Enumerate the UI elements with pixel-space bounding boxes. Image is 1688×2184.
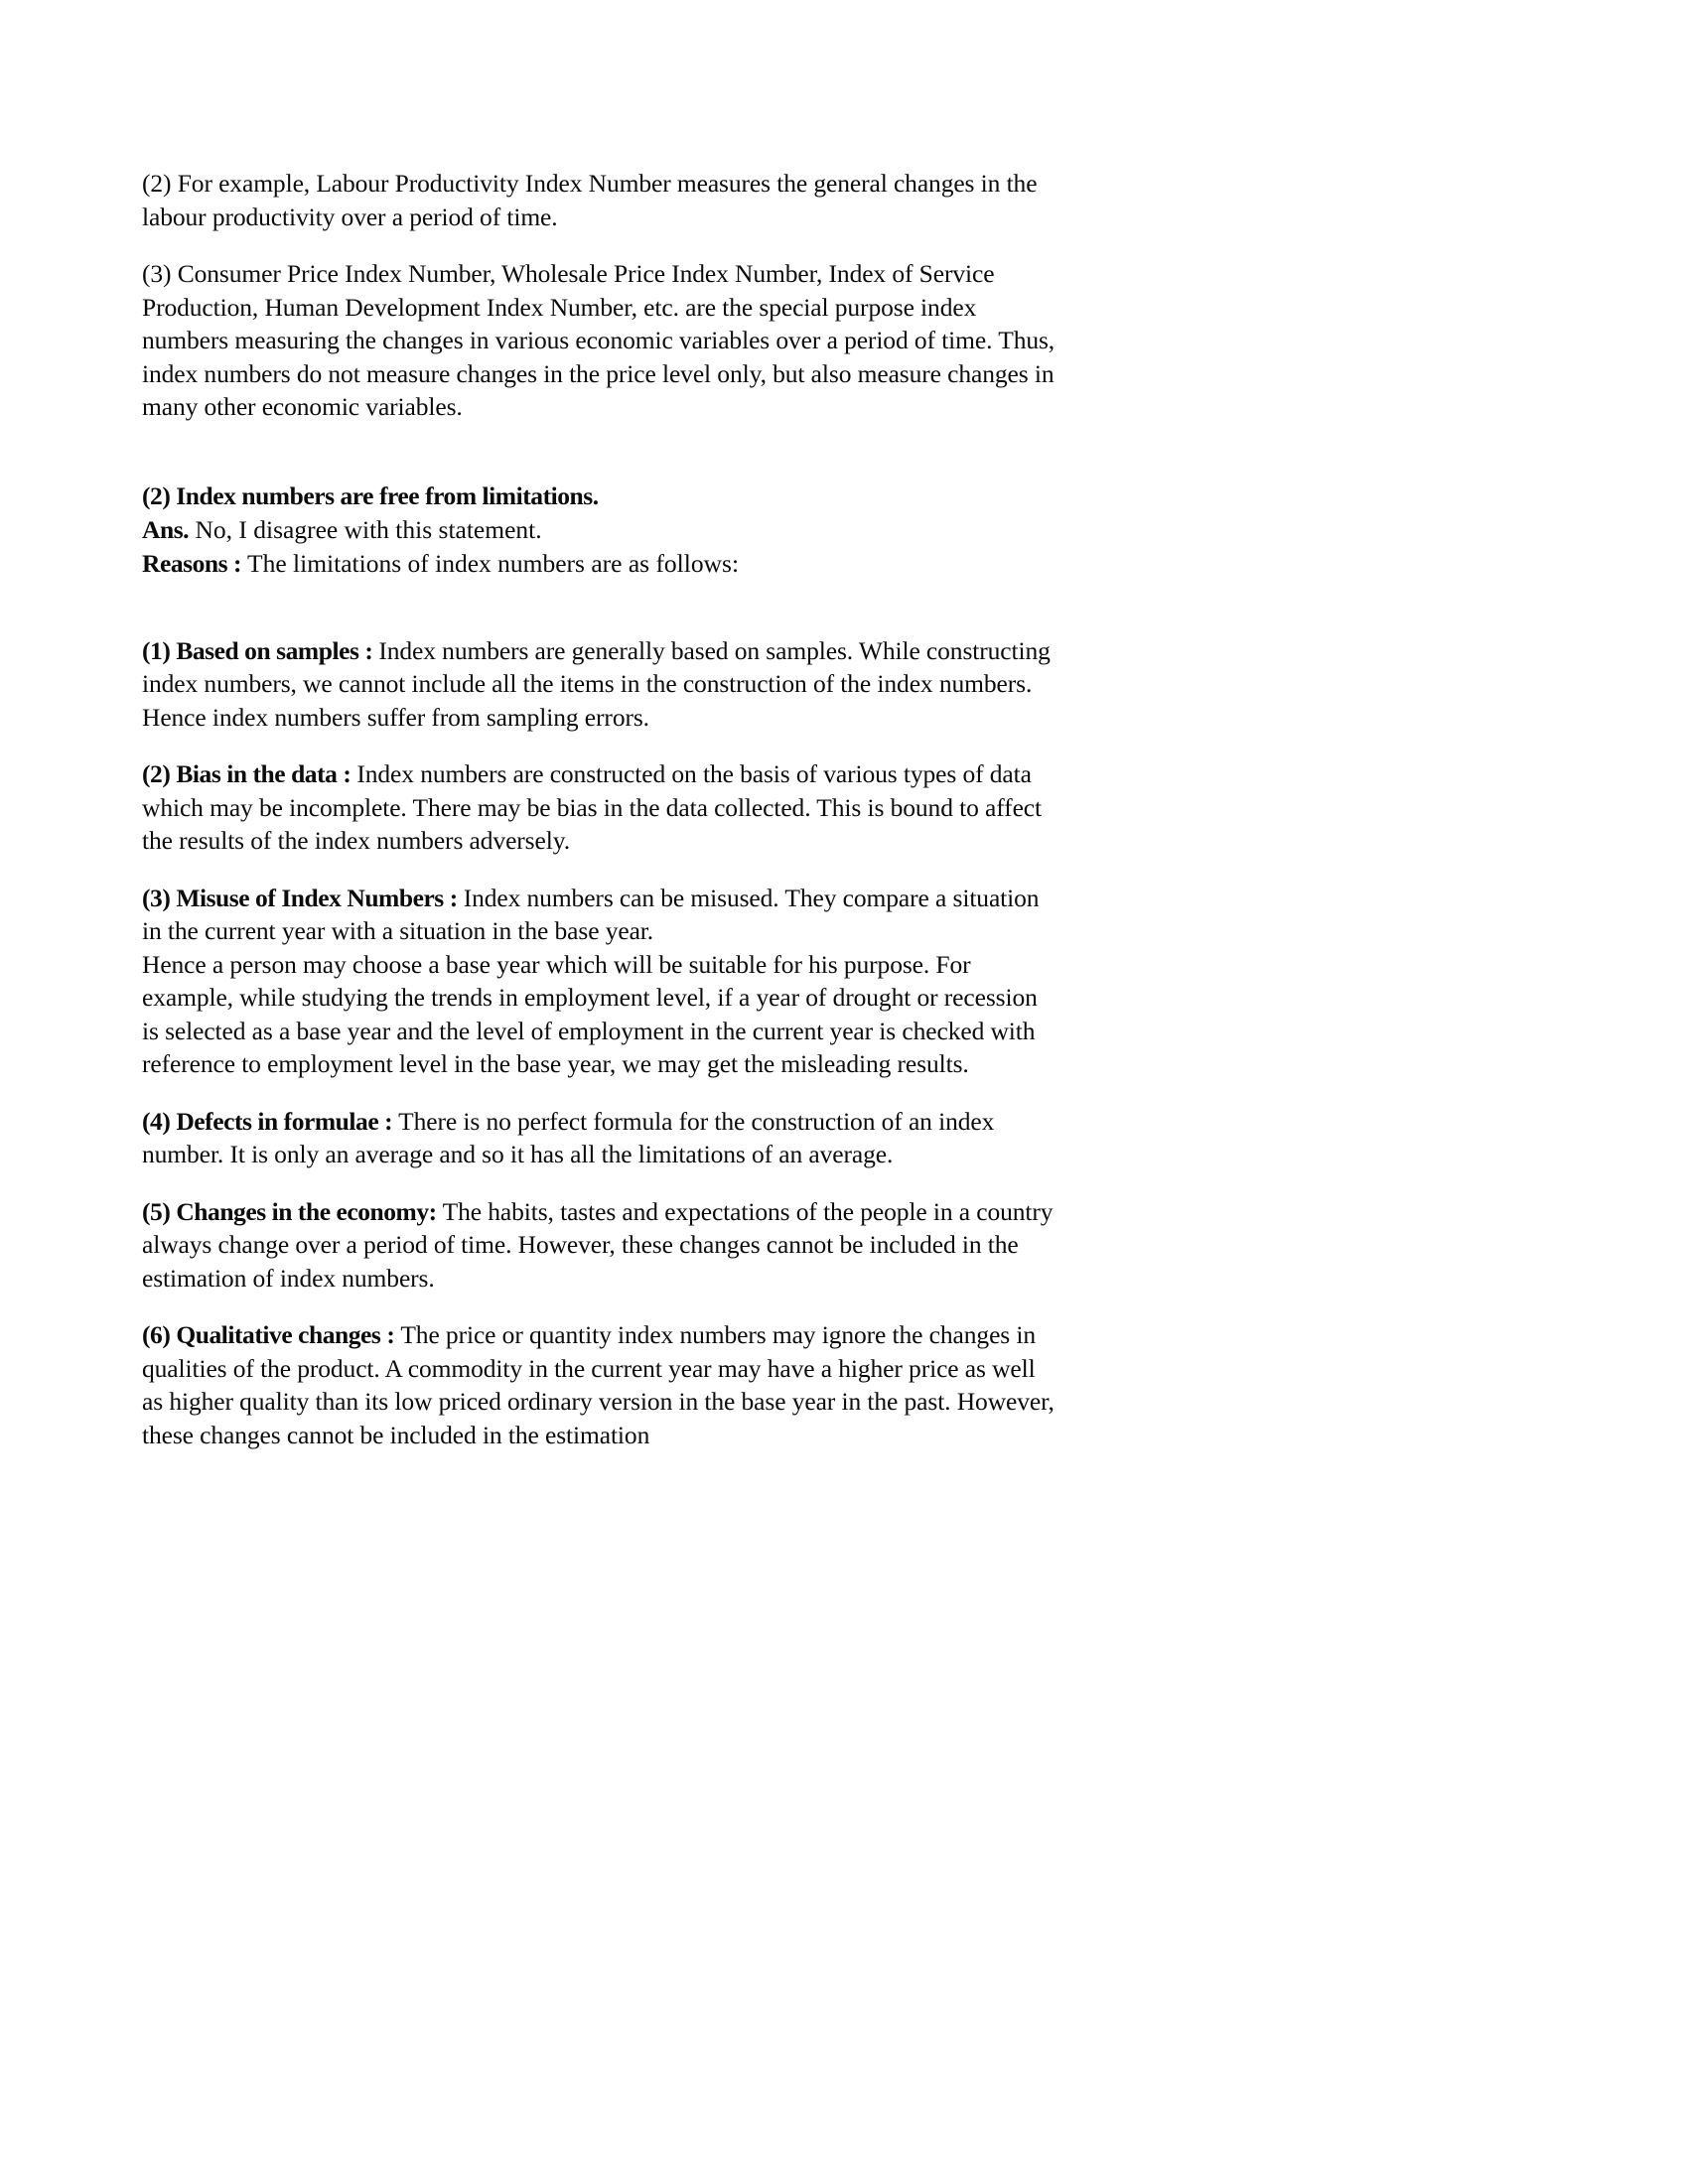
- limitation-item-2: [142, 757, 1057, 858]
- question-heading: (2) Index numbers are free from limitations.: [142, 480, 599, 510]
- answer-label: Ans.: [142, 514, 190, 544]
- limitation-title-5: Changes in the economy:: [176, 1196, 443, 1226]
- limitation-body-6: The price or quantity index numbers may ignore the changes in qualities of the product. A commodity in the current year may have a higher price as well as higher quality than its low priced ordinary version in the base year in the past. However, these changes cannot be included in the estimation: [142, 1320, 1055, 1449]
- paragraph-example: (2) For example, Labour Productivity Index Number measures the general changes in the labour productivity over a period of time.: [142, 169, 1038, 231]
- answer-text: No, I disagree with this statement.: [189, 514, 542, 544]
- section-spacer: [142, 581, 1057, 634]
- limitation-number-4: (4): [142, 1106, 171, 1136]
- limitation-body-4: There is no perfect formula for the construction of an index number. It is only an average and so it has all the limitations of an average.: [142, 1106, 995, 1168]
- answer-line: [142, 513, 1057, 547]
- limitation-number-2: (2): [142, 759, 171, 788]
- limitation-number-1: (1): [142, 635, 171, 665]
- limitation-number-6: (6): [142, 1320, 171, 1349]
- limitation-title-3: Misuse of Index Numbers :: [176, 883, 464, 912]
- reasons-label: Reasons :: [142, 548, 242, 578]
- limitation-item-5: [142, 1195, 1057, 1296]
- limitation-body-5: The habits, tastes and expectations of the people in a country always change over a period of time. However, these changes cannot be included in the estimation of index numbers.: [142, 1196, 1054, 1293]
- limitation-item-3-continuation: Hence a person may choose a base year which will be suitable for his purpose. For example, while studying the trends in employment level, if a year of drought or recession is selected as a base year and the level of employment in the current year is checked with reference to employment level in the base year, we may get the misleading results.: [142, 949, 1038, 1078]
- limitation-number-3: (3): [142, 883, 171, 912]
- limitation-title-2: Bias in the data :: [176, 759, 357, 788]
- limitation-title-4: Defects in formulae :: [176, 1106, 399, 1136]
- limitation-item-6: [142, 1318, 1057, 1451]
- limitation-number-5: (5): [142, 1196, 171, 1226]
- limitation-body-2: Index numbers are constructed on the basis of various types of data which may be incomplete. There may be bias in the data collected. This is bound to affect the results of the index numbers adversely.: [142, 759, 1042, 855]
- page-content: [142, 167, 1057, 1475]
- limitation-item-4: [142, 1105, 1057, 1171]
- paragraph-special-purpose: (3) Consumer Price Index Number, Wholesale Price Index Number, Index of Service Production, Human Development Index Number, etc. are the special purpose index numbers measuring the changes in various economic variables over a period of time. Thus, index numbers do not measure changes in the price level only, but also measure changes in many other economic variables.: [142, 259, 1055, 421]
- limitation-body-3: Index numbers can be misused. They compare a situation in the current year with a situation in the base year.: [142, 883, 1040, 945]
- reasons-text: The limitations of index numbers are as follows:: [241, 548, 740, 578]
- limitation-item-3: [142, 882, 1057, 948]
- reasons-line: [142, 547, 1057, 581]
- limitation-title-6: Qualitative changes :: [176, 1320, 401, 1349]
- limitation-body-1: Index numbers are generally based on samples. While constructing index numbers, we cannot include all the items in the construction of the index numbers. Hence index numbers suffer from sampling errors.: [142, 635, 1051, 732]
- limitation-title-1: Based on samples :: [176, 635, 379, 665]
- limitation-item-1: [142, 634, 1057, 735]
